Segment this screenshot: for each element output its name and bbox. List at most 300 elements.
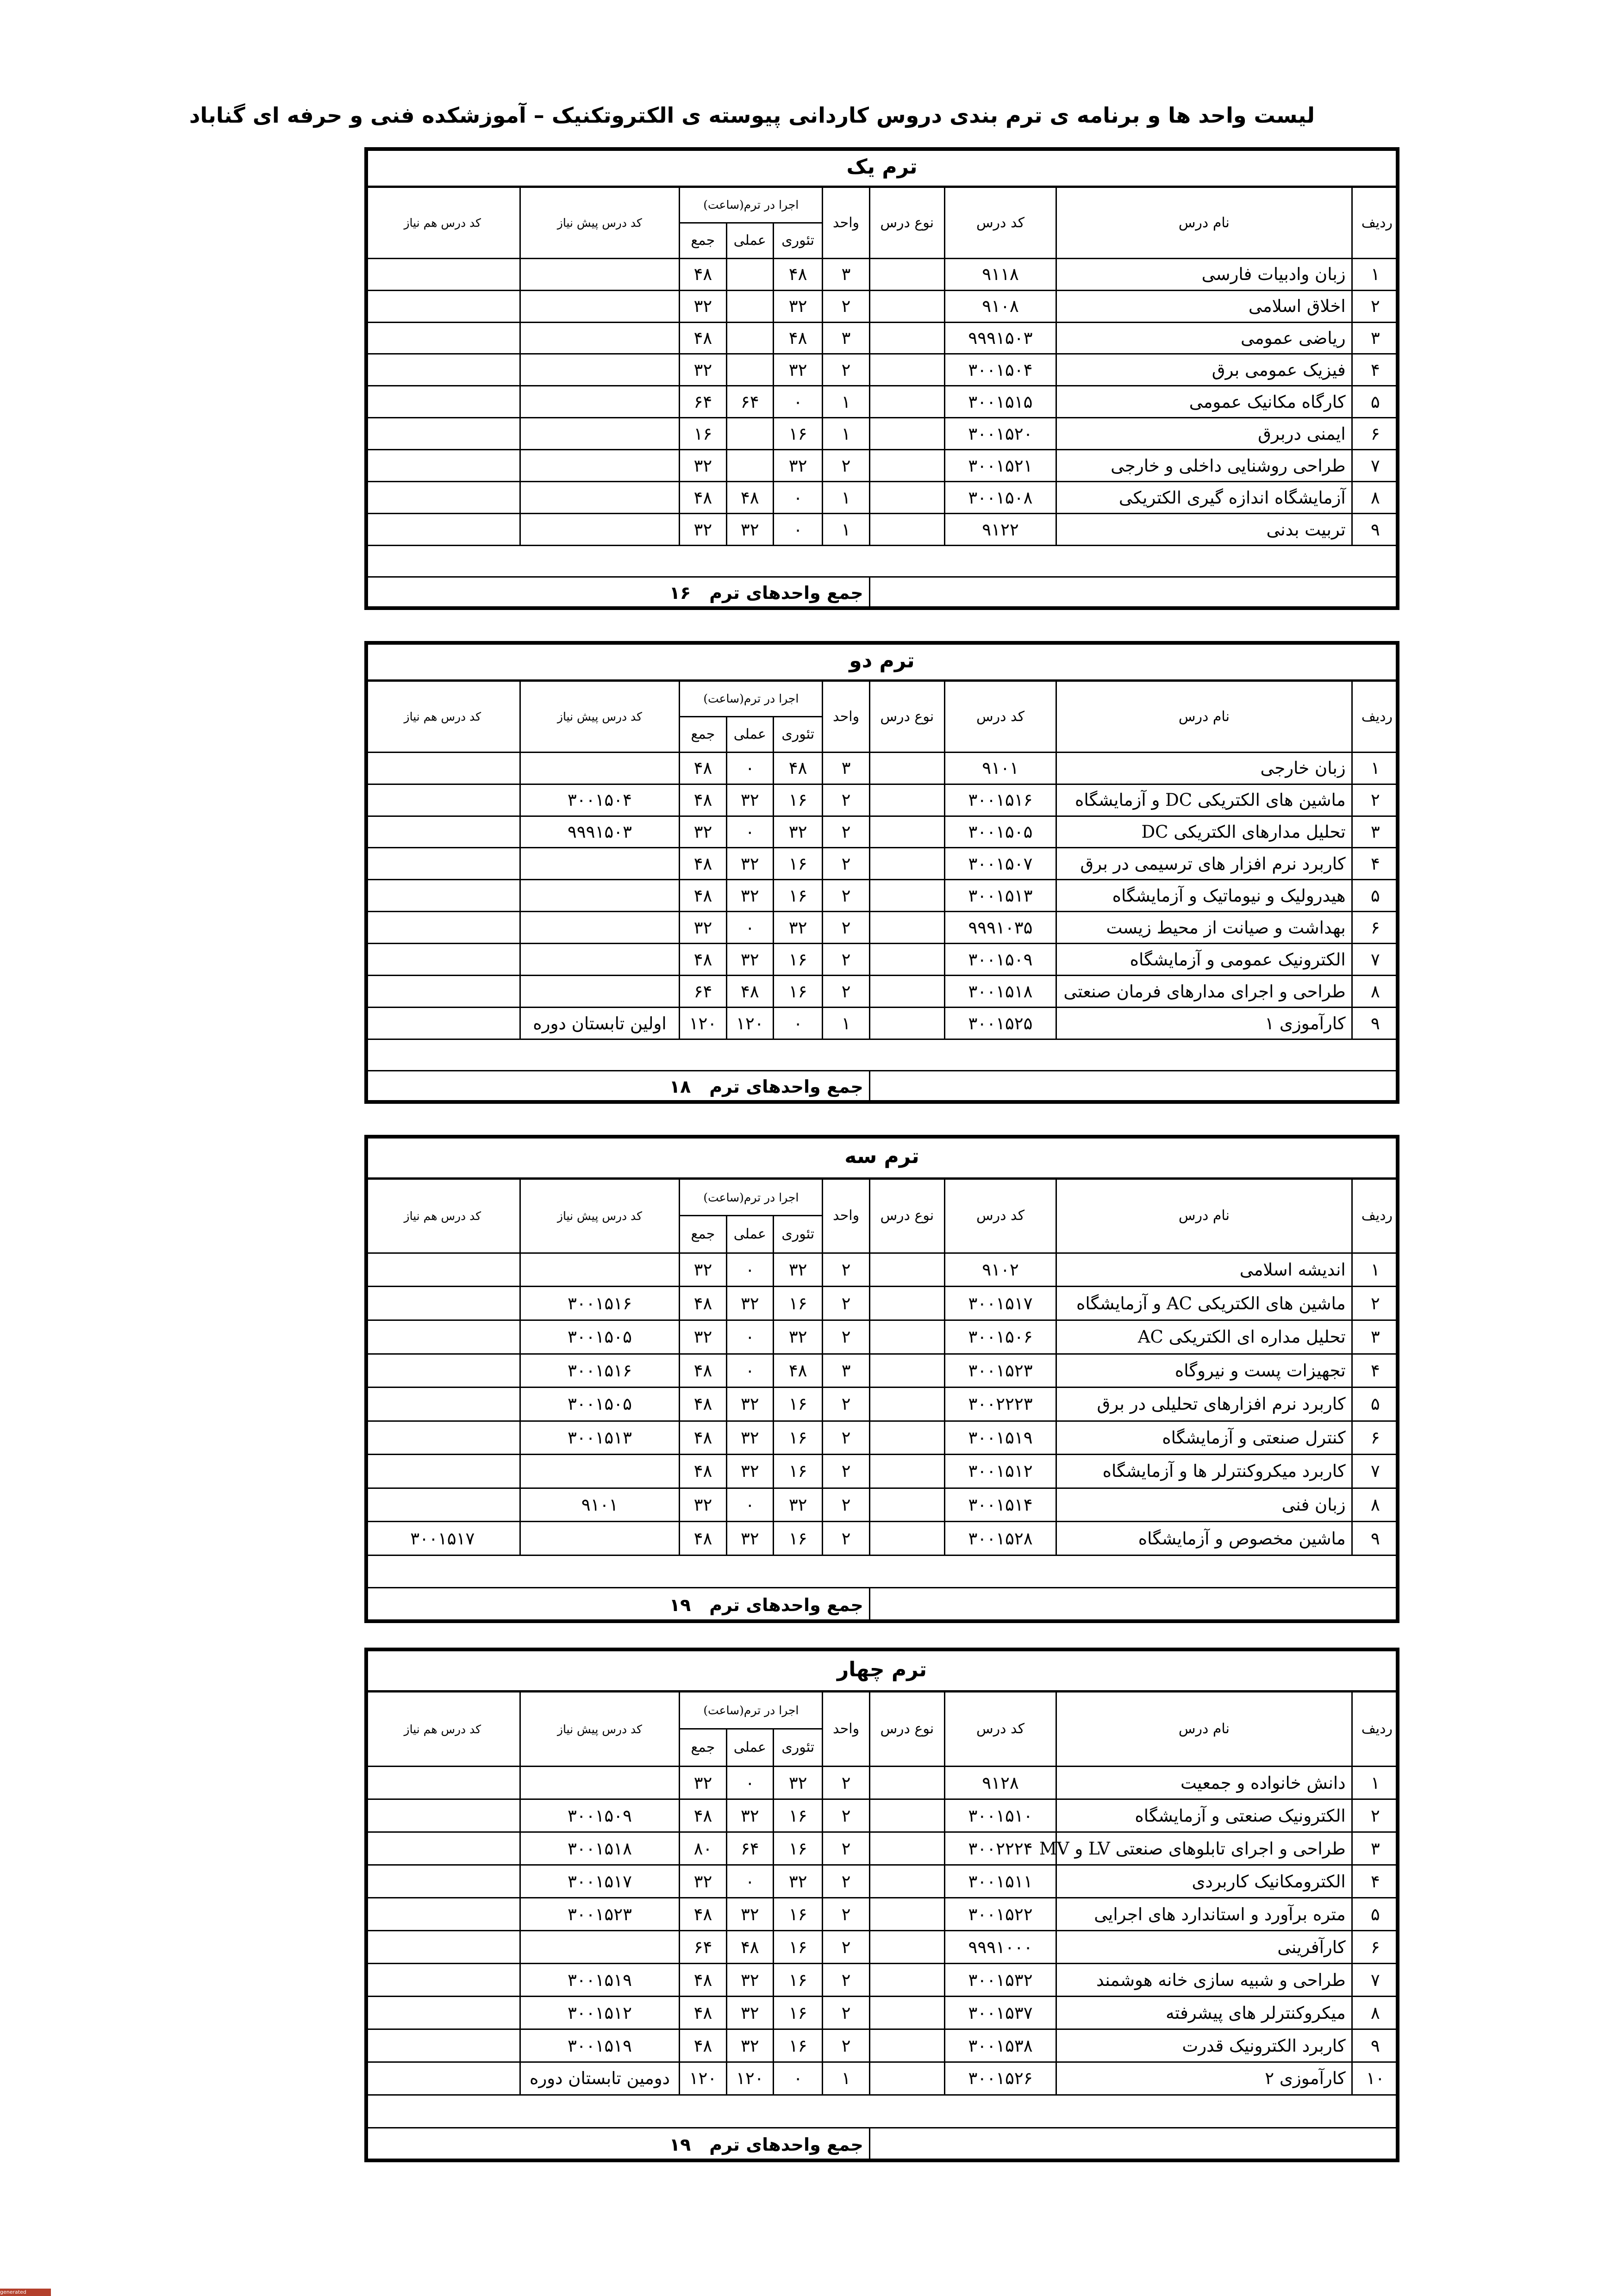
practical-hours: ۴۸ [726,976,773,1008]
total-hours: ۳۲ [680,1488,726,1522]
course-type [869,514,944,546]
table-row [365,2029,1399,2062]
course-code: ۹۱۰۱ [944,752,1056,784]
practical-hours [726,290,773,322]
footer-tag: generated [0,2289,51,2296]
table-row [365,1253,1399,1287]
course-code: ۳۰۰۱۵۳۲ [944,1964,1056,1997]
course-type [869,912,944,944]
table-row [365,1799,1399,1832]
course-code: ۳۰۰۱۵۱۶ [944,784,1056,816]
prereq-code: ۹۹۹۱۵۰۳ [520,816,680,848]
course-code: ۳۰۰۱۵۱۹ [944,1421,1056,1455]
course-name: الکترونیک عمومی و آزمایشگاه [1056,944,1352,976]
course-code: ۳۰۰۱۵۲۳ [944,1354,1056,1388]
course-type [869,1767,944,1799]
course-name: تحلیل مداره ای الکتریکی AC [1056,1320,1352,1354]
row-number: ۷ [1352,1964,1399,1997]
total-hours: ۳۲ [680,1320,726,1354]
course-type [869,322,944,354]
course-name: کاربرد الکترونیک قدرت [1056,2029,1352,2062]
course-name: میکروکنترلر های پیشرفته [1056,1997,1352,2029]
table-row [365,848,1399,880]
header-type: نوع درس [869,1692,944,1767]
header-total: جمع [680,716,726,752]
row-number: ۳ [1352,816,1399,848]
table-row [365,1455,1399,1488]
row-number: ۶ [1352,1931,1399,1964]
total-hours: ۴۸ [680,1421,726,1455]
header-name: نام درس [1056,681,1352,752]
table-row [365,450,1399,482]
prereq-code [520,1455,680,1488]
coreq-code [365,944,520,976]
course-type [869,752,944,784]
coreq-code [365,1287,520,1320]
total-value: ۱۶ [669,583,691,604]
row-number: ۶ [1352,418,1399,450]
table-row [365,258,1399,290]
row-number: ۶ [1352,912,1399,944]
total-hours: ۴۸ [680,944,726,976]
coreq-code [365,482,520,514]
course-code: ۹۱۲۲ [944,514,1056,546]
prereq-code [520,482,680,514]
course-name: طراحی روشنایی داخلی و خارجی [1056,450,1352,482]
theory-hours: ۱۶ [773,1898,822,1931]
prereq-code: ۳۰۰۱۵۱۶ [520,1287,680,1320]
course-code: ۳۰۰۱۵۰۵ [944,816,1056,848]
total-label: جمع واحدهای ترم [709,583,863,604]
course-code: ۳۰۰۱۵۰۶ [944,1320,1056,1354]
course-code: ۳۰۰۱۵۰۹ [944,944,1056,976]
total-hours: ۴۸ [680,1455,726,1488]
practical-hours: ۳۲ [726,1388,773,1421]
course-name: طراحی و اجرای مدارهای فرمان صنعتی [1056,976,1352,1008]
course-code: ۹۱۱۸ [944,258,1056,290]
row-number: ۴ [1352,848,1399,880]
total-hours: ۶۴ [680,976,726,1008]
header-hours-group: اجرا در ترم(ساعت) [680,187,823,223]
row-number: ۵ [1352,386,1399,418]
course-name: اخلاق اسلامی [1056,290,1352,322]
table-row [365,1488,1399,1522]
prereq-code: ۳۰۰۱۵۱۶ [520,1354,680,1388]
course-name: کارآموزی ۱ [1056,1008,1352,1039]
course-type [869,1488,944,1522]
prereq-code [520,1522,680,1556]
total-hours: ۴۸ [680,2029,726,2062]
practical-hours: ۳۲ [726,2029,773,2062]
theory-hours: ۰ [773,386,822,418]
total-hours: ۳۲ [680,290,726,322]
theory-hours: ۱۶ [773,1799,822,1832]
course-type [869,2029,944,2062]
header-unit: واحد [823,1692,869,1767]
header-coreq: کد درس هم نیاز [365,1692,520,1767]
theory-hours: ۱۶ [773,1287,822,1320]
course-type [869,1388,944,1421]
blank-row [365,2095,1399,2128]
term-total-units [365,2128,870,2161]
coreq-code [365,1320,520,1354]
total-hours: ۴۸ [680,1997,726,2029]
course-type [869,450,944,482]
course-code: ۳۰۰۱۵۱۵ [944,386,1056,418]
course-code: ۳۰۰۱۵۰۷ [944,848,1056,880]
course-units: ۲ [823,912,869,944]
total-hours: ۶۴ [680,386,726,418]
term-title: ترم یک [365,148,1399,187]
row-number: ۵ [1352,1898,1399,1931]
prereq-code [520,880,680,912]
prereq-code: اولین تابستان دوره [520,1008,680,1039]
course-type [869,386,944,418]
coreq-code [365,1799,520,1832]
row-number: ۲ [1352,784,1399,816]
table-row [365,1008,1399,1039]
prereq-code [520,944,680,976]
theory-hours: ۱۶ [773,1931,822,1964]
coreq-code [365,816,520,848]
practical-hours [726,418,773,450]
theory-hours: ۳۲ [773,290,822,322]
row-number: ۹ [1352,1008,1399,1039]
row-number: ۷ [1352,450,1399,482]
prereq-code [520,848,680,880]
blank-row [365,545,1399,577]
header-prereq: کد درس پیش نیاز [520,1178,680,1253]
header-practical: عملی [726,1729,773,1767]
course-type [869,1522,944,1556]
course-code: ۳۰۰۱۵۱۸ [944,976,1056,1008]
practical-hours: ۳۲ [726,1455,773,1488]
row-number: ۸ [1352,976,1399,1008]
course-units: ۲ [823,1898,869,1931]
course-units: ۲ [823,1832,869,1865]
course-name: اندیشه اسلامی [1056,1253,1352,1287]
term-title: ترم دو [365,642,1399,681]
table-row [365,976,1399,1008]
header-prereq: کد درس پیش نیاز [520,1692,680,1767]
header-hours-group: اجرا در ترم(ساعت) [680,1178,823,1216]
theory-hours: ۱۶ [773,1832,822,1865]
practical-hours: ۰ [726,752,773,784]
course-type [869,258,944,290]
coreq-code [365,1997,520,2029]
coreq-code [365,258,520,290]
practical-hours: ۰ [726,816,773,848]
header-total: جمع [680,223,726,258]
practical-hours: ۱۲۰ [726,1008,773,1039]
prereq-code: ۳۰۰۱۵۱۲ [520,1997,680,2029]
course-units: ۲ [823,1767,869,1799]
course-table [364,641,1399,1104]
total-label: جمع واحدهای ترم [709,1076,863,1097]
header-type: نوع درس [869,1178,944,1253]
row-number: ۹ [1352,2029,1399,2062]
practical-hours [726,258,773,290]
course-name: زبان خارجی [1056,752,1352,784]
course-code: ۹۹۹۱۰۳۵ [944,912,1056,944]
course-name: کاربرد میکروکنترلر ها و آزمایشگاه [1056,1455,1352,1488]
practical-hours [726,354,773,386]
term-title: ترم چهار [365,1649,1399,1692]
total-hours: ۴۸ [680,1354,726,1388]
table-row [365,784,1399,816]
prereq-code [520,258,680,290]
course-units: ۲ [823,1488,869,1522]
coreq-code [365,1898,520,1931]
total-value: ۱۹ [669,1595,691,1616]
row-number: ۳ [1352,1832,1399,1865]
practical-hours: ۳۲ [726,1898,773,1931]
course-code: ۹۹۹۱۵۰۳ [944,322,1056,354]
term-table-2 [364,641,1399,1104]
practical-hours: ۴۸ [726,1931,773,1964]
term-table-4 [364,1648,1399,2162]
course-name: الکترومکانیک کاربردی [1056,1865,1352,1898]
course-code: ۳۰۰۱۵۲۶ [944,2062,1056,2095]
course-code: ۳۰۰۱۵۳۸ [944,2029,1056,2062]
course-units: ۳ [823,258,869,290]
row-number: ۸ [1352,1488,1399,1522]
table-row [365,1832,1399,1865]
theory-hours: ۱۶ [773,1522,822,1556]
course-type [869,816,944,848]
course-units: ۱ [823,1008,869,1039]
prereq-code [520,418,680,450]
course-units: ۲ [823,1320,869,1354]
coreq-code [365,418,520,450]
table-row [365,1522,1399,1556]
header-unit: واحد [823,681,869,752]
prereq-code [520,1253,680,1287]
coreq-code [365,322,520,354]
course-name: کاربرد نرم افزار های ترسیمی در برق [1056,848,1352,880]
total-hours: ۴۸ [680,258,726,290]
prereq-code: دومین تابستان دوره [520,2062,680,2095]
total-spacer-right [869,1588,1399,1623]
course-code: ۳۰۰۱۵۲۸ [944,1522,1056,1556]
course-units: ۲ [823,1865,869,1898]
total-hours: ۱۶ [680,418,726,450]
coreq-code [365,784,520,816]
course-name: ایمنی دربرق [1056,418,1352,450]
coreq-code [365,1964,520,1997]
course-name: آزمایشگاه اندازه گیری الکتریکی [1056,482,1352,514]
row-number: ۴ [1352,1865,1399,1898]
table-row [365,386,1399,418]
table-row [365,322,1399,354]
practical-hours: ۳۲ [726,1522,773,1556]
course-code: ۹۱۲۸ [944,1767,1056,1799]
theory-hours: ۱۶ [773,784,822,816]
course-units: ۲ [823,880,869,912]
course-type [869,418,944,450]
prereq-code: ۳۰۰۱۵۰۴ [520,784,680,816]
course-name: الکترونیک صنعتی و آزمایشگاه [1056,1799,1352,1832]
theory-hours: ۱۶ [773,944,822,976]
course-name: ماشین مخصوص و آزمایشگاه [1056,1522,1352,1556]
header-coreq: کد درس هم نیاز [365,187,520,258]
practical-hours: ۰ [726,1488,773,1522]
course-table [364,147,1399,610]
theory-hours: ۴۸ [773,752,822,784]
row-number: ۸ [1352,1997,1399,2029]
practical-hours: ۳۲ [726,784,773,816]
theory-hours: ۳۲ [773,1767,822,1799]
total-spacer-right [869,1070,1399,1103]
total-spacer-right [869,2128,1399,2161]
theory-hours: ۴۸ [773,1354,822,1388]
theory-hours: ۳۲ [773,1320,822,1354]
practical-hours: ۰ [726,1865,773,1898]
total-value: ۱۸ [669,1076,691,1097]
course-name: بهداشت و صیانت از محیط زیست [1056,912,1352,944]
theory-hours: ۱۶ [773,848,822,880]
row-number: ۴ [1352,1354,1399,1388]
table-row [365,1997,1399,2029]
theory-hours: ۳۲ [773,1865,822,1898]
total-hours: ۴۸ [680,1522,726,1556]
course-units: ۲ [823,816,869,848]
total-hours: ۸۰ [680,1832,726,1865]
row-number: ۳ [1352,322,1399,354]
row-number: ۸ [1352,482,1399,514]
course-code: ۳۰۰۱۵۲۰ [944,418,1056,450]
theory-hours: ۰ [773,482,822,514]
total-hours: ۳۲ [680,1767,726,1799]
coreq-code [365,514,520,546]
header-unit: واحد [823,1178,869,1253]
practical-hours [726,322,773,354]
coreq-code [365,912,520,944]
coreq-code [365,2029,520,2062]
coreq-code [365,976,520,1008]
course-name: متره برآورد و استاندارد های اجرایی [1056,1898,1352,1931]
course-units: ۲ [823,290,869,322]
header-name: نام درس [1056,1692,1352,1767]
course-code: ۳۰۰۱۵۲۱ [944,450,1056,482]
course-name: ماشین های الکتریکی AC و آزمایشگاه [1056,1287,1352,1320]
table-row [365,514,1399,546]
course-type [869,482,944,514]
row-number: ۵ [1352,880,1399,912]
practical-hours: ۰ [726,1767,773,1799]
prereq-code [520,386,680,418]
header-practical: عملی [726,1216,773,1253]
course-code: ۳۰۰۲۲۲۴ [944,1832,1056,1865]
header-practical: عملی [726,716,773,752]
row-number: ۱ [1352,258,1399,290]
coreq-code [365,386,520,418]
theory-hours: ۳۲ [773,450,822,482]
course-type [869,1865,944,1898]
prereq-code [520,752,680,784]
course-units: ۲ [823,450,869,482]
coreq-code [365,1455,520,1488]
course-units: ۲ [823,1997,869,2029]
theory-hours: ۳۲ [773,1253,822,1287]
total-hours: ۱۲۰ [680,2062,726,2095]
term-total-units [365,1588,870,1623]
course-type [869,1832,944,1865]
coreq-code [365,1488,520,1522]
course-units: ۲ [823,1522,869,1556]
term-table-1 [364,147,1399,610]
practical-hours: ۳۲ [726,1799,773,1832]
header-coreq: کد درس هم نیاز [365,681,520,752]
course-units: ۲ [823,784,869,816]
course-units: ۱ [823,514,869,546]
total-hours: ۴۸ [680,880,726,912]
table-row [365,1898,1399,1931]
prereq-code: ۳۰۰۱۵۰۵ [520,1320,680,1354]
course-name: زبان وادبیات فارسی [1056,258,1352,290]
course-type [869,848,944,880]
total-label: جمع واحدهای ترم [709,1595,863,1616]
course-type [869,1799,944,1832]
course-name: کنترل صنعتی و آزمایشگاه [1056,1421,1352,1455]
row-number: ۷ [1352,1455,1399,1488]
course-type [869,1964,944,1997]
practical-hours: ۳۲ [726,944,773,976]
table-row [365,880,1399,912]
course-units: ۲ [823,354,869,386]
practical-hours: ۳۲ [726,1287,773,1320]
theory-hours: ۴۸ [773,258,822,290]
total-hours: ۳۲ [680,514,726,546]
row-number: ۱ [1352,1767,1399,1799]
course-code: ۳۰۰۱۵۰۴ [944,354,1056,386]
header-hours-group: اجرا در ترم(ساعت) [680,681,823,716]
total-hours: ۴۸ [680,322,726,354]
table-row [365,1287,1399,1320]
header-code: کد درس [944,681,1056,752]
course-units: ۲ [823,1287,869,1320]
course-type [869,1354,944,1388]
course-code: ۹۱۰۲ [944,1253,1056,1287]
course-code: ۳۰۰۱۵۳۷ [944,1997,1056,2029]
table-row [365,752,1399,784]
row-number: ۲ [1352,1799,1399,1832]
theory-hours: ۱۶ [773,1388,822,1421]
theory-hours: ۱۶ [773,880,822,912]
total-hours: ۴۸ [680,1287,726,1320]
term-total-units [365,1070,870,1103]
practical-hours: ۰ [726,1354,773,1388]
course-code: ۳۰۰۱۵۰۸ [944,482,1056,514]
course-name: زبان فنی [1056,1488,1352,1522]
header-radif: ردیف [1352,1692,1399,1767]
course-table [364,1135,1399,1623]
course-name: فیزیک عمومی برق [1056,354,1352,386]
course-code: ۳۰۰۱۵۱۳ [944,880,1056,912]
practical-hours: ۰ [726,912,773,944]
course-units: ۲ [823,848,869,880]
course-name: ریاضی عمومی [1056,322,1352,354]
course-code: ۳۰۰۱۵۱۱ [944,1865,1056,1898]
header-prereq: کد درس پیش نیاز [520,681,680,752]
course-units: ۲ [823,1253,869,1287]
course-type [869,1898,944,1931]
header-theory: تئوری [773,1729,822,1767]
prereq-code: ۳۰۰۱۵۱۹ [520,1964,680,1997]
total-hours: ۴۸ [680,752,726,784]
table-row [365,354,1399,386]
header-code: کد درس [944,187,1056,258]
